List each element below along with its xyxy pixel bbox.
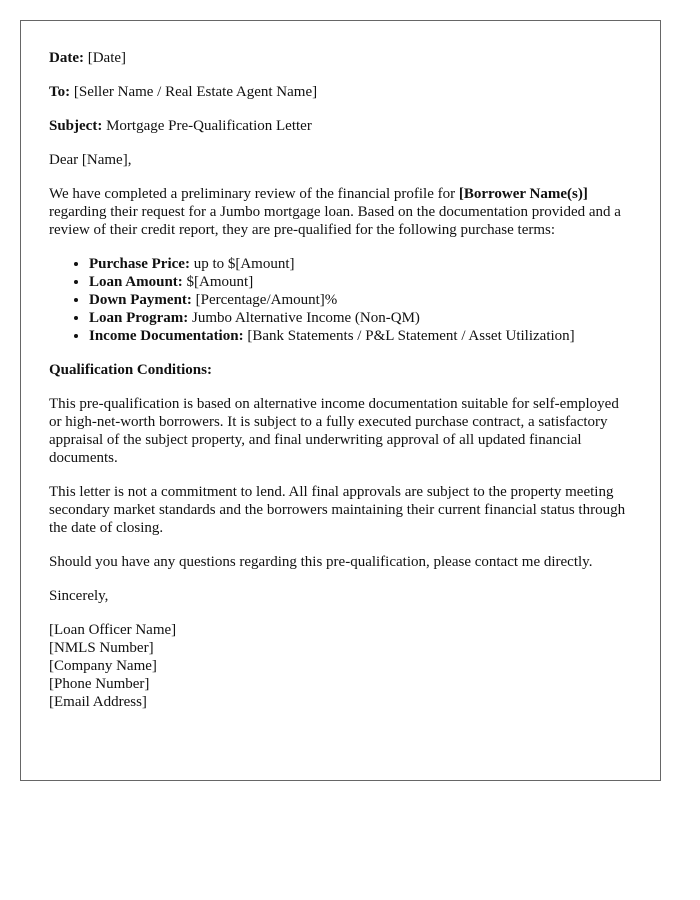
- intro-text-start: We have completed a preliminary review of the financial profile for: [49, 186, 459, 202]
- list-item: [89, 255, 632, 273]
- closing-line: Sincerely,: [49, 588, 109, 604]
- date-label: Date:: [49, 50, 84, 66]
- nmls-number: [NMLS Number]: [49, 640, 154, 656]
- term-label: Income Documentation:: [89, 328, 244, 344]
- term-value: up to $[Amount]: [189, 256, 295, 272]
- to-line: [49, 83, 632, 101]
- conditions-heading: Qualification Conditions:: [49, 362, 212, 378]
- subject-value: Mortgage Pre-Qualification Letter: [106, 118, 312, 134]
- commitment-paragraph: This letter is not a commitment to lend. All final approvals are subject to the property meeting secondary market standards and the borrowers maintaining their current financial status through the date of closing.: [49, 484, 626, 536]
- term-value: [Bank Statements / P&L Statement / Asset Utilization]: [243, 328, 575, 344]
- loan-officer-name: [Loan Officer Name]: [49, 622, 177, 638]
- company-name: [Company Name]: [49, 658, 157, 674]
- term-label: Down Payment:: [89, 292, 192, 308]
- borrower-name: [Borrower Name(s)]: [458, 186, 588, 202]
- term-value: [Percentage/Amount]%: [191, 292, 338, 308]
- subject-line: [49, 117, 632, 135]
- greeting: Dear [Name],: [49, 152, 132, 168]
- conditions-paragraph: This pre-qualification is based on alternative income documentation suitable for self-employed or high-net-worth borrowers. It is subject to a fully executed purchase contract, a satisfactory appraisal of the subject property, and final underwriting approval of all updated financial documents.: [49, 396, 619, 466]
- phone-number: [Phone Number]: [49, 676, 150, 692]
- intro-paragraph: [49, 185, 632, 239]
- purchase-terms-list: [49, 255, 632, 345]
- term-label: Purchase Price:: [89, 256, 190, 272]
- date-value: [Date]: [87, 50, 127, 66]
- letter-document: [20, 20, 661, 781]
- contact-paragraph: Should you have any questions regarding this pre-qualification, please contact me directly.: [49, 554, 593, 570]
- term-label: Loan Program:: [89, 310, 189, 326]
- intro-text-end: regarding their request for a Jumbo mortgage loan. Based on the documentation provided and a review of their credit report, they are pre-qualified for the following purchase terms:: [49, 204, 621, 238]
- to-value: [Seller Name / Real Estate Agent Name]: [73, 84, 318, 100]
- list-item: [89, 327, 632, 345]
- list-item: [89, 291, 632, 309]
- list-item: [89, 309, 632, 327]
- to-label: To:: [49, 84, 71, 100]
- email-address: [Email Address]: [49, 694, 147, 710]
- date-line: [49, 49, 632, 67]
- term-label: Loan Amount:: [89, 274, 183, 290]
- list-item: [89, 273, 632, 291]
- term-value: $[Amount]: [182, 274, 254, 290]
- signature-block: [49, 621, 632, 711]
- subject-label: Subject:: [49, 118, 103, 134]
- term-value: Jumbo Alternative Income (Non-QM): [188, 310, 420, 326]
